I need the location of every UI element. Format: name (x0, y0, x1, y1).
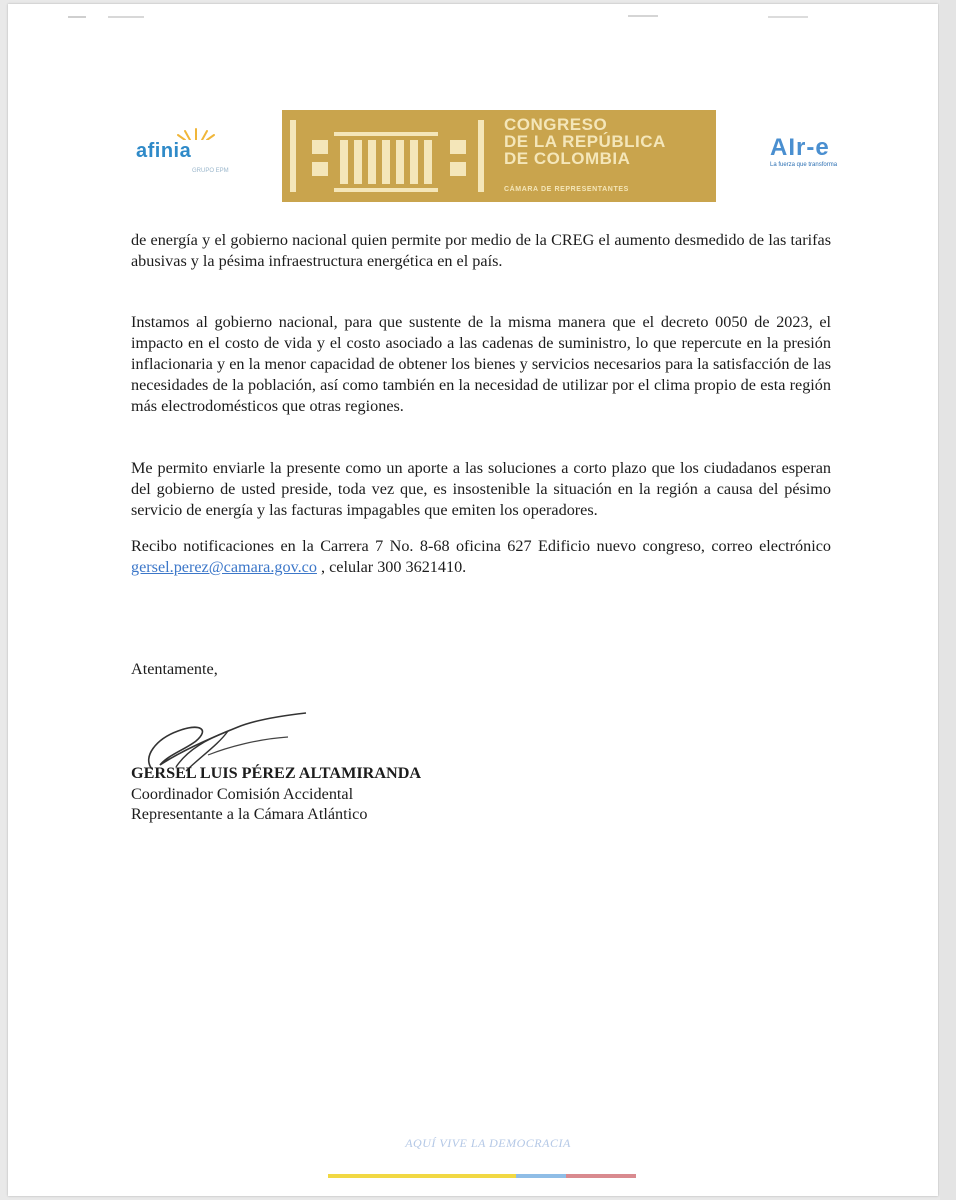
footer-motto: AQUÍ VIVE LA DEMOCRACIA (405, 1136, 571, 1150)
email-link[interactable]: gersel.perez@camara.gov.co (131, 558, 317, 576)
letter-page (8, 4, 938, 1196)
air-e-logo (770, 134, 880, 184)
congreso-subtitle: CÁMARA DE REPRESENTANTES (504, 186, 629, 193)
closing: Atentamente, (131, 660, 218, 678)
congreso-title (504, 116, 710, 167)
congreso-logo (282, 110, 716, 202)
footer-bar-red (566, 1174, 636, 1178)
contact-text: Recibo notificaciones en la Carrera 7 No. 8-68 oficina 627 Edificio nuevo congreso, correo electrónico (131, 537, 831, 555)
footer-bar-blue (516, 1174, 568, 1178)
congreso-line-1: CONGRESO (504, 115, 608, 134)
scanner-edge (940, 0, 956, 1200)
air-e-tagline: La fuerza que transforma (770, 162, 838, 168)
signer-role-2: Representante a la Cámara Atlántico (131, 805, 368, 823)
capitol-building-icon (282, 110, 492, 202)
paragraph-3: Me permito enviarle la presente como un aporte a las soluciones a corto plazo que los ciudadanos esperan del gobierno de usted preside, toda vez que, es insostenible la situación en la región a causa del pésimo servicio de energía y las facturas impagables que emiten los operadores. (131, 459, 831, 519)
paragraph-4 (131, 536, 831, 578)
signer-name: GERSEL LUIS PÉREZ ALTAMIRANDA (131, 764, 422, 782)
congreso-line-2: DE LA REPÚBLICA (504, 132, 666, 151)
footer-bar-yellow (328, 1174, 518, 1178)
signer-role-1: Coordinador Comisión Accidental (131, 785, 354, 803)
letterhead (8, 104, 938, 204)
scan-marks (68, 12, 888, 22)
congreso-line-3: DE COLOMBIA (504, 149, 631, 168)
afinia-logo (136, 126, 246, 186)
paragraph-1: de energía y el gobierno nacional quien permite por medio de la CREG el aumento desmedido de las tarifas abusivas y la pésima infraestructura energética en el país. (131, 231, 831, 270)
paragraph-2: Instamos al gobierno nacional, para que sustente de la misma manera que el decreto 0050 de 2023, el impacto en el costo de vida y el costo asociado a las cadenas de suministro, lo que repercute en la presión inflacionaria y en la menor capacidad de obtener los bienes y servicios necesarios para la satisfacción de las necesidades de la población, así como también en la necesidad de utilizar por el clima propio de esta región más electrodomésticos que otras regiones. (131, 313, 831, 415)
afinia-wordmark: afinia (136, 140, 192, 162)
air-e-wordmark: AIr-e (770, 134, 830, 161)
afinia-subtitle: GRUPO EPM (192, 168, 229, 174)
phone-text: , celular 300 3621410. (316, 558, 467, 576)
afinia-sun-icon (176, 126, 216, 140)
